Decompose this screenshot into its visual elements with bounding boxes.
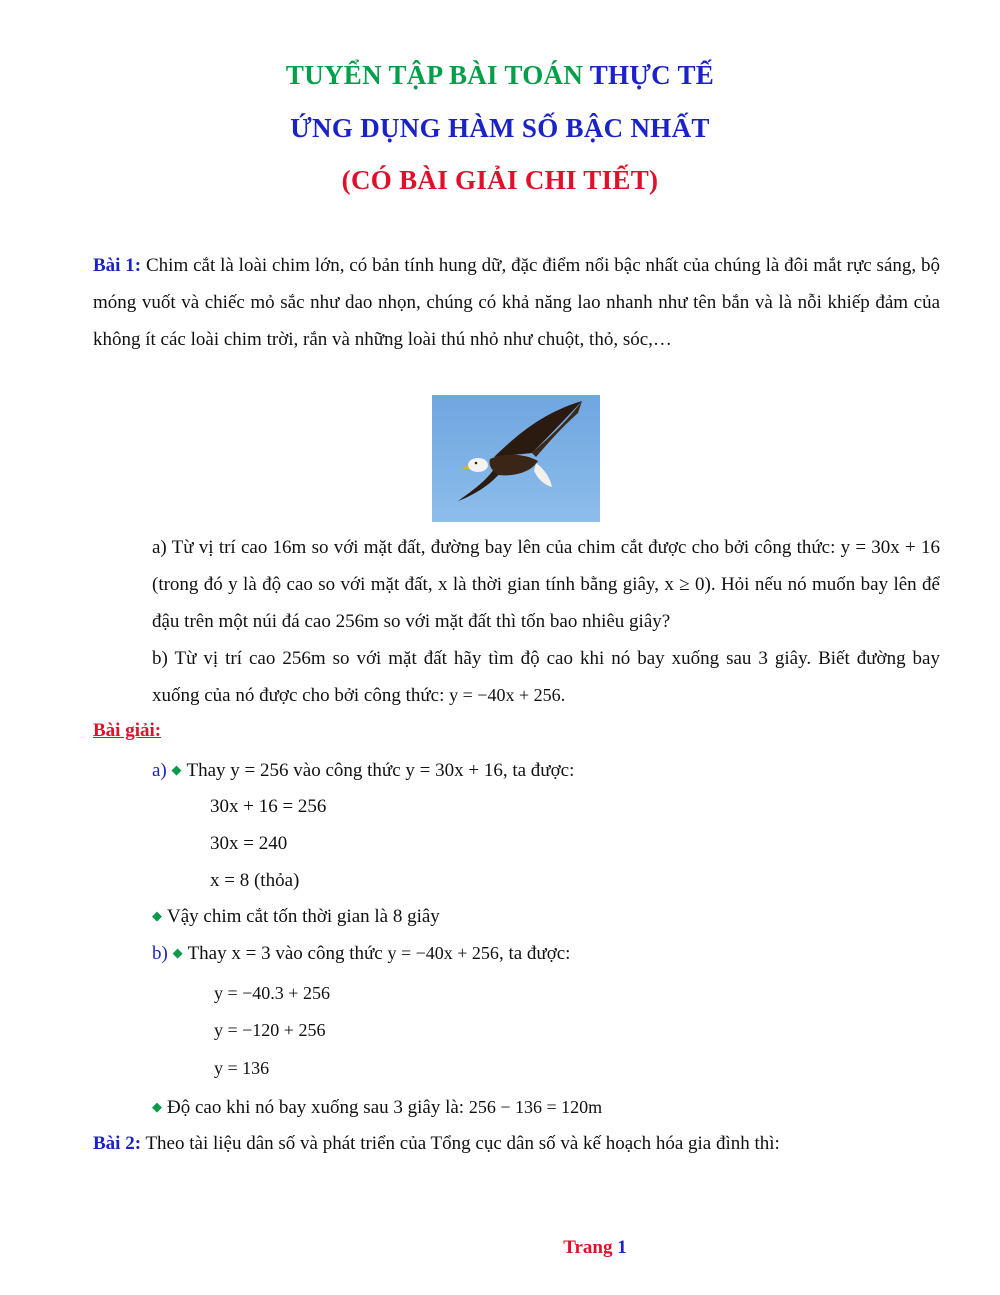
solution-b-conclusion-formula: 256 − 136 = 120m [468, 1097, 603, 1117]
diamond-bullet-icon: ◆ [152, 908, 162, 923]
bai2-text: Theo tài liệu dân số và phát triển của Tổng cục dân số và kế hoạch hóa gia đình thì: [145, 1133, 780, 1154]
eagle-photo [432, 395, 600, 522]
solution-b-formula: y = −40x + 256 [387, 943, 499, 963]
solution-b-conclusion [152, 1097, 602, 1119]
solution-a-step-2: 30x = 240 [210, 833, 288, 854]
footer-page-number: 1 [617, 1237, 627, 1258]
solution-b-label: b) [152, 943, 168, 964]
eagle-icon [432, 395, 600, 522]
bai1-part-a: a) Từ vị trí cao 16m so với mặt đất, đường bay lên của chim cắt được cho bởi công thức: y = 30x + 16 (trong đó y là độ cao so với mặt đất, x là thời gian tính bằng giây, x ≥ 0). Hỏi nếu nó muốn bay lên để đậu trên một núi đá cao 256m so với mặt đất thì tốn bao nhiêu giây? [152, 537, 940, 632]
bai1-part-b-formula: y = −40x + 256 [449, 685, 561, 705]
title-line-3: (CÓ BÀI GIẢI CHI TIẾT) [341, 165, 659, 195]
diamond-bullet-icon: ◆ [172, 945, 183, 960]
diamond-bullet-icon: ◆ [171, 762, 182, 777]
solution-a-text: Thay y = 256 vào công thức y = 30x + 16, ta được: [186, 760, 575, 781]
title-line-1-blue: THỰC TẾ [589, 60, 715, 90]
solution-b-line [152, 943, 570, 965]
solution-b-step-2: y = −120 + 256 [214, 1020, 326, 1040]
solution-b-step-1: y = −40.3 + 256 [214, 983, 330, 1003]
solution-a-step-3: x = 8 (thỏa) [210, 870, 300, 891]
solution-b-text-post: , ta được: [498, 943, 571, 964]
bai1-intro-text: Chim cắt là loài chim lớn, có bản tính hung dữ, đặc điểm nổi bậc nhất của chúng là đôi mắt rực sáng, bộ móng vuốt và chiếc mỏ sắc như dao nhọn, chúng có khả năng lao nhanh như tên bắn và là nỗi khiếp đảm của không ít các loài chim trời, rắn và những loài thú nhỏ như chuột, thỏ, sóc,… [93, 255, 940, 350]
solution-heading: Bài giải: [93, 720, 162, 741]
solution-a-step-1: 30x + 16 = 256 [210, 796, 327, 817]
title-line-1-green: TUYỂN TẬP BÀI TOÁN [285, 60, 584, 90]
bai1-part-b-text: b) Từ vị trí cao 256m so với mặt đất hãy tìm độ cao khi nó bay xuống sau 3 giây. Biết đường bay xuống của nó được cho bởi công thức: [152, 648, 940, 706]
solution-a-line [152, 760, 574, 782]
diamond-bullet-icon: ◆ [152, 1099, 162, 1114]
bai2-label: Bài 2: [93, 1133, 142, 1154]
bai1-intro [93, 247, 940, 358]
solution-a-conclusion-text: Vậy chim cắt tốn thời gian là 8 giây [167, 906, 440, 927]
bai1-label: Bài 1: [93, 255, 142, 276]
solution-b-step-3: y = 136 [214, 1058, 270, 1078]
title-line-2: ỨNG DỤNG HÀM SỐ BẬC NHẤT [290, 113, 710, 143]
solution-b-conclusion-text: Độ cao khi nó bay xuống sau 3 giây là: [167, 1097, 469, 1118]
bai2-intro [93, 1133, 780, 1155]
solution-a-conclusion [152, 906, 440, 928]
footer-label: Trang [563, 1237, 613, 1258]
bai1-part-b-end: . [560, 685, 566, 706]
solution-a-label: a) [152, 760, 167, 781]
bai1-part-b [152, 640, 940, 714]
solution-b-text-pre: Thay x = 3 vào công thức [187, 943, 388, 964]
page-footer [0, 1237, 1000, 1259]
title-line-1 [0, 60, 1000, 91]
